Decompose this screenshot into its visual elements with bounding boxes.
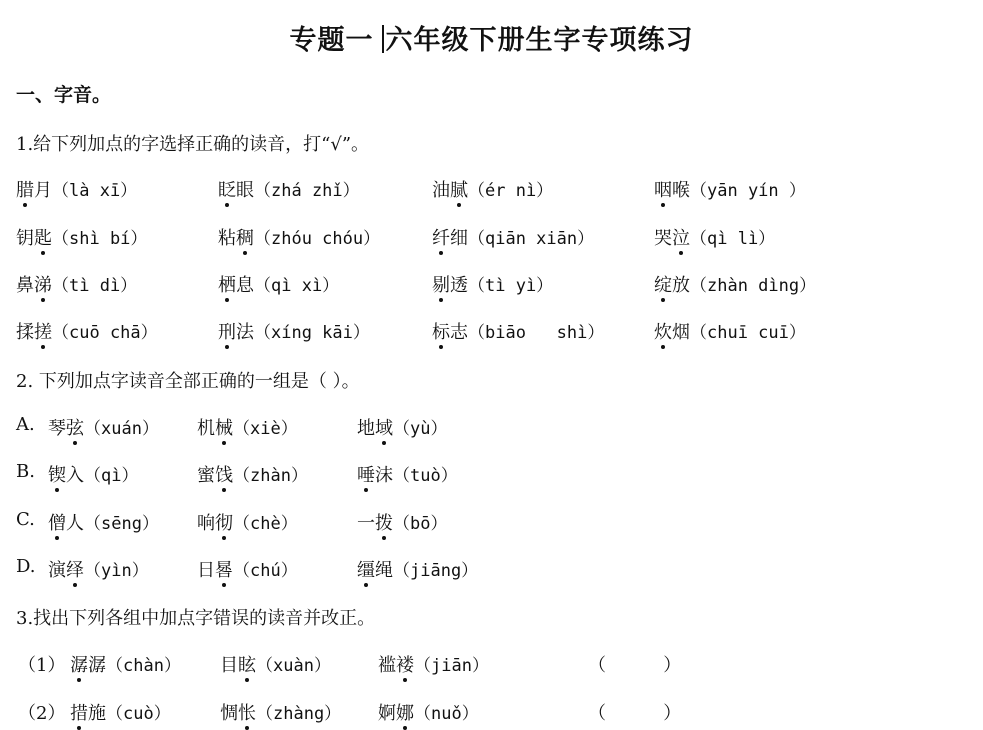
character: 彻: [215, 509, 233, 535]
character: 怅: [238, 699, 256, 725]
character: 目: [220, 655, 238, 676]
document-title: [0, 18, 983, 57]
character: 纤: [432, 224, 450, 250]
character: 绽: [654, 271, 672, 297]
option-label: A.: [16, 414, 41, 435]
character: 稠: [236, 224, 254, 250]
word-item: [48, 509, 159, 535]
character: 揉: [16, 322, 34, 343]
word-item: [218, 271, 339, 297]
character: 琴: [48, 418, 66, 439]
word-item: [16, 176, 137, 202]
word-item: [357, 461, 458, 487]
word-item: [357, 509, 447, 535]
word-item: [432, 224, 594, 250]
character: 粘: [218, 228, 236, 249]
character: 透: [450, 275, 468, 296]
word-item: [654, 224, 775, 250]
character: 响: [197, 513, 215, 534]
character: 蜜: [197, 465, 215, 486]
pinyin: （xiè）: [233, 419, 298, 439]
character: 喉: [672, 180, 690, 201]
word-item: [357, 556, 478, 582]
word-item: [378, 651, 489, 677]
title-part2: 六年级下册生字专项练习: [385, 25, 694, 56]
word-item: [16, 271, 137, 297]
character: 刑: [218, 318, 236, 344]
row-label: （1）: [18, 655, 66, 676]
pinyin: （jiāng）: [393, 561, 479, 581]
word-item: [48, 556, 149, 582]
character: 机: [197, 418, 215, 439]
character: 人: [66, 513, 84, 534]
character: 锲: [48, 461, 66, 487]
q1-prompt: 1.给下列加点的字选择正确的读音，打“√”。: [16, 134, 370, 155]
pinyin: （chú）: [233, 561, 298, 581]
word-item: [70, 651, 181, 677]
pinyin: （xuán）: [84, 419, 159, 439]
q2-prompt: 2. 下列加点字读音全部正确的一组是（ ）。: [16, 371, 360, 392]
pinyin: （jiān）: [414, 656, 489, 676]
character: 饯: [215, 461, 233, 487]
pinyin: （sēng）: [84, 514, 159, 534]
character: 细: [450, 228, 468, 249]
word-item: [218, 176, 360, 202]
pinyin: （zhóu chóu）: [254, 229, 381, 249]
answer-blank[interactable]: （ ）: [588, 703, 682, 724]
character: 泣: [672, 224, 690, 250]
character: 地: [357, 418, 375, 439]
character: 钥: [16, 228, 34, 249]
pinyin: （cuò）: [106, 704, 171, 724]
character: 剔: [432, 271, 450, 297]
character: 措: [70, 699, 88, 725]
pinyin: （qì）: [84, 466, 139, 486]
pinyin: （yān yín ）: [690, 181, 806, 201]
word-item: [654, 176, 806, 202]
character: 鼻: [16, 275, 34, 296]
pinyin: （qì xì）: [254, 276, 340, 296]
pinyin: （zhàn dìng）: [690, 276, 817, 296]
character: 腊: [16, 176, 34, 202]
pinyin: （chè）: [233, 514, 298, 534]
character: 法: [236, 322, 254, 343]
pinyin: （là xī）: [52, 181, 138, 201]
character: 拨: [375, 509, 393, 535]
character: 炊: [654, 318, 672, 344]
character: 息: [236, 275, 254, 296]
pinyin: （bō）: [393, 514, 448, 534]
word-item: [220, 651, 331, 677]
row-label: （2）: [18, 703, 66, 724]
pinyin: （tì dì）: [52, 276, 138, 296]
word-item: [654, 271, 816, 297]
option-label: B.: [16, 461, 41, 482]
character: 域: [375, 414, 393, 440]
option-label: D.: [16, 556, 42, 577]
character: 惆: [220, 703, 238, 724]
word-item: [197, 461, 308, 487]
pinyin: （yù）: [393, 419, 448, 439]
character: 涕: [34, 271, 52, 297]
character: 潺: [70, 651, 88, 677]
character: 月: [34, 180, 52, 201]
character: 褛: [396, 651, 414, 677]
title-part1: 专题一: [289, 25, 374, 56]
pinyin: （nuǒ）: [414, 704, 479, 724]
word-item: [432, 271, 553, 297]
character: 潺: [88, 655, 106, 676]
character: 婀: [378, 703, 396, 724]
character: 演: [48, 560, 66, 581]
word-item: [197, 556, 298, 582]
pinyin: （chuī cuī）: [690, 323, 806, 343]
character: 入: [66, 465, 84, 486]
pinyin: （shì bí）: [52, 229, 148, 249]
character: 绳: [375, 560, 393, 581]
character: 械: [215, 414, 233, 440]
character: 晷: [215, 556, 233, 582]
character: 烟: [672, 322, 690, 343]
character: 搓: [34, 318, 52, 344]
word-item: [220, 699, 341, 725]
character: 褴: [378, 655, 396, 676]
word-item: [70, 699, 171, 725]
answer-blank[interactable]: （ ）: [588, 655, 682, 676]
pinyin: （chàn）: [106, 656, 181, 676]
word-item: [432, 318, 604, 344]
character: 哭: [654, 228, 672, 249]
character: 标: [432, 318, 450, 344]
character: 栖: [218, 271, 236, 297]
character: 娜: [396, 699, 414, 725]
character: 眩: [238, 651, 256, 677]
option-label: C.: [16, 509, 41, 530]
text-cursor: [382, 25, 384, 53]
character: 腻: [450, 176, 468, 202]
word-item: [197, 414, 298, 440]
character: 眼: [236, 180, 254, 201]
character: 匙: [34, 224, 52, 250]
character: 油: [432, 180, 450, 201]
pinyin: （zhàn）: [233, 466, 308, 486]
character: 弦: [66, 414, 84, 440]
character: 唾: [357, 461, 375, 487]
character: 放: [672, 275, 690, 296]
q3-prompt: 3.找出下列各组中加点字错误的读音并改正。: [16, 608, 376, 629]
character: 绎: [66, 556, 84, 582]
word-item: [16, 224, 147, 250]
word-item: [357, 414, 447, 440]
pinyin: （yìn）: [84, 561, 149, 581]
character: 眨: [218, 176, 236, 202]
character: 咽: [654, 176, 672, 202]
pinyin: （tì yì）: [468, 276, 554, 296]
pinyin: （ér nì）: [468, 181, 554, 201]
character: 施: [88, 703, 106, 724]
pinyin: （tuò）: [393, 466, 458, 486]
pinyin: （qì lì）: [690, 229, 776, 249]
word-item: [378, 699, 479, 725]
character: 沫: [375, 465, 393, 486]
word-item: [48, 461, 138, 487]
word-item: [218, 224, 380, 250]
word-item: [197, 509, 298, 535]
section1-heading: 一、字音。: [16, 84, 112, 106]
character: 缰: [357, 556, 375, 582]
pinyin: （zhàng）: [256, 704, 342, 724]
pinyin: （zhá zhǐ）: [254, 181, 360, 201]
pinyin: （xuàn）: [256, 656, 331, 676]
character: 志: [450, 322, 468, 343]
pinyin: （cuō chā）: [52, 323, 158, 343]
pinyin: （xíng kāi）: [254, 323, 370, 343]
word-item: [218, 318, 370, 344]
word-item: [432, 176, 553, 202]
word-item: [48, 414, 159, 440]
character: 僧: [48, 509, 66, 535]
character: 日: [197, 560, 215, 581]
word-item: [16, 318, 158, 344]
pinyin: （qiān xiān）: [468, 229, 595, 249]
character: 一: [357, 513, 375, 534]
word-item: [654, 318, 806, 344]
pinyin: （biāo shì）: [468, 323, 605, 343]
